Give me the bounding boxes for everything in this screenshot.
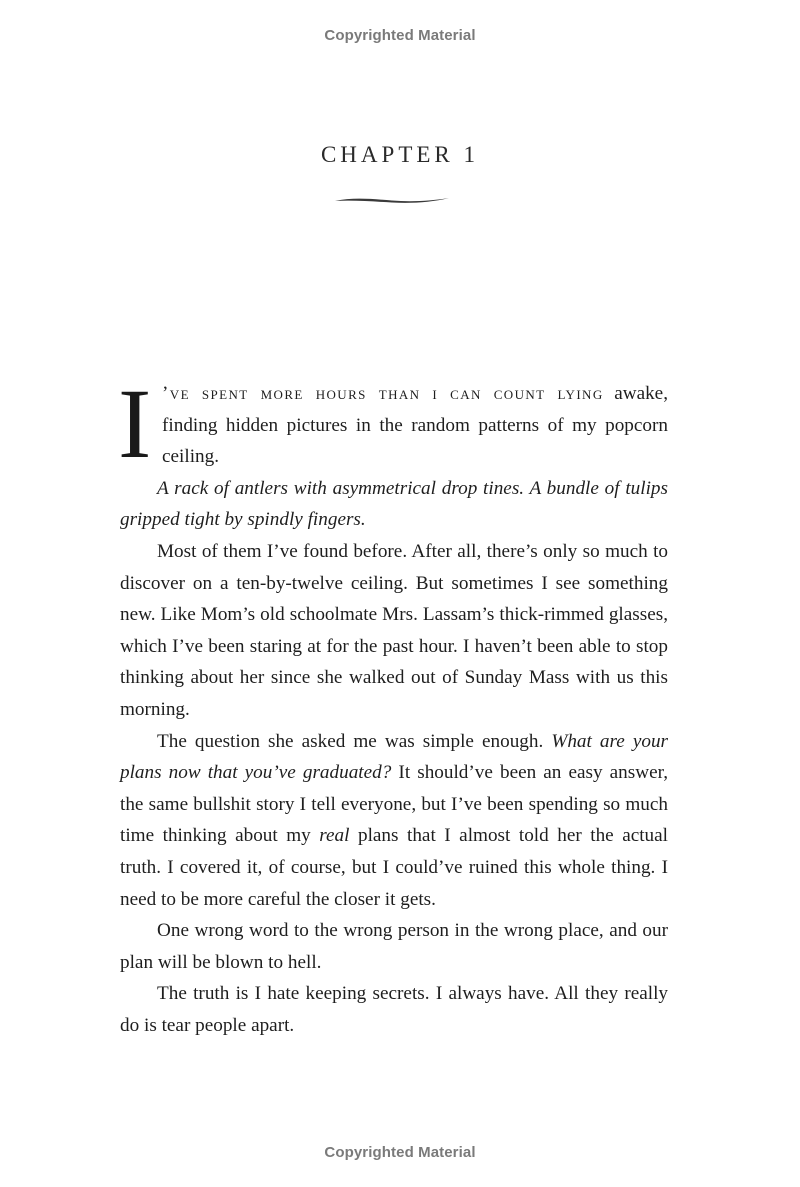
chapter-heading: CHAPTER 1: [320, 142, 480, 167]
paragraph-lead: The question she asked me was simple enough.: [157, 730, 552, 752]
paragraph: The truth is I hate keeping secrets. I always have. All they really do is tear people apart.: [120, 983, 668, 1036]
opening-smallcaps: ’ve spent more hours than i can count lying: [162, 383, 604, 404]
italic-question: What are your plans now that you’ve graduated?: [120, 730, 669, 784]
italic-images-text: A rack of antlers with asymmetrical drop tines. A bundle of tulips gripped tight by spindly fingers.: [120, 477, 668, 531]
paragraph: [120, 726, 668, 916]
italic-real: real: [319, 825, 350, 847]
copyright-watermark-bottom: Copyrighted Material: [324, 1144, 476, 1161]
paragraph-mid: It should’ve been an easy answer, the same bullshit story I tell everyone, but I’ve been spending so much time thinking about my: [120, 762, 669, 847]
paragraph-tail: plans that I almost told her the actual truth. I covered it, of course, but I could’ve ruined this whole thing. I need to be more careful the closer it gets.: [120, 825, 668, 910]
paragraph-italic-images: [120, 473, 668, 536]
paragraph: One wrong word to the wrong person in the wrong place, and our plan will be blown to hell.: [120, 920, 668, 973]
chapter-body: [118, 368, 669, 1041]
paragraph: Most of them I’ve found before. After all, there’s only so much to discover on a ten-by-twelve ceiling. But sometimes I see something new. Like Mom’s old schoolmate Mrs. Lassam’s thick-rimmed glasses, which I’ve been staring at for the past hour. I haven’t been able to stop thinking about her since she walked out of Sunday Mass with us this morning.: [120, 540, 668, 720]
drop-cap: I: [118, 368, 152, 479]
copyright-watermark-top: Copyrighted Material: [324, 27, 476, 44]
chapter-ornament-rule: [333, 192, 451, 210]
opening-paragraph: [118, 368, 668, 479]
opening-text: awake, finding hidden pictures in the random patterns of my popcorn ceiling.: [162, 383, 668, 468]
